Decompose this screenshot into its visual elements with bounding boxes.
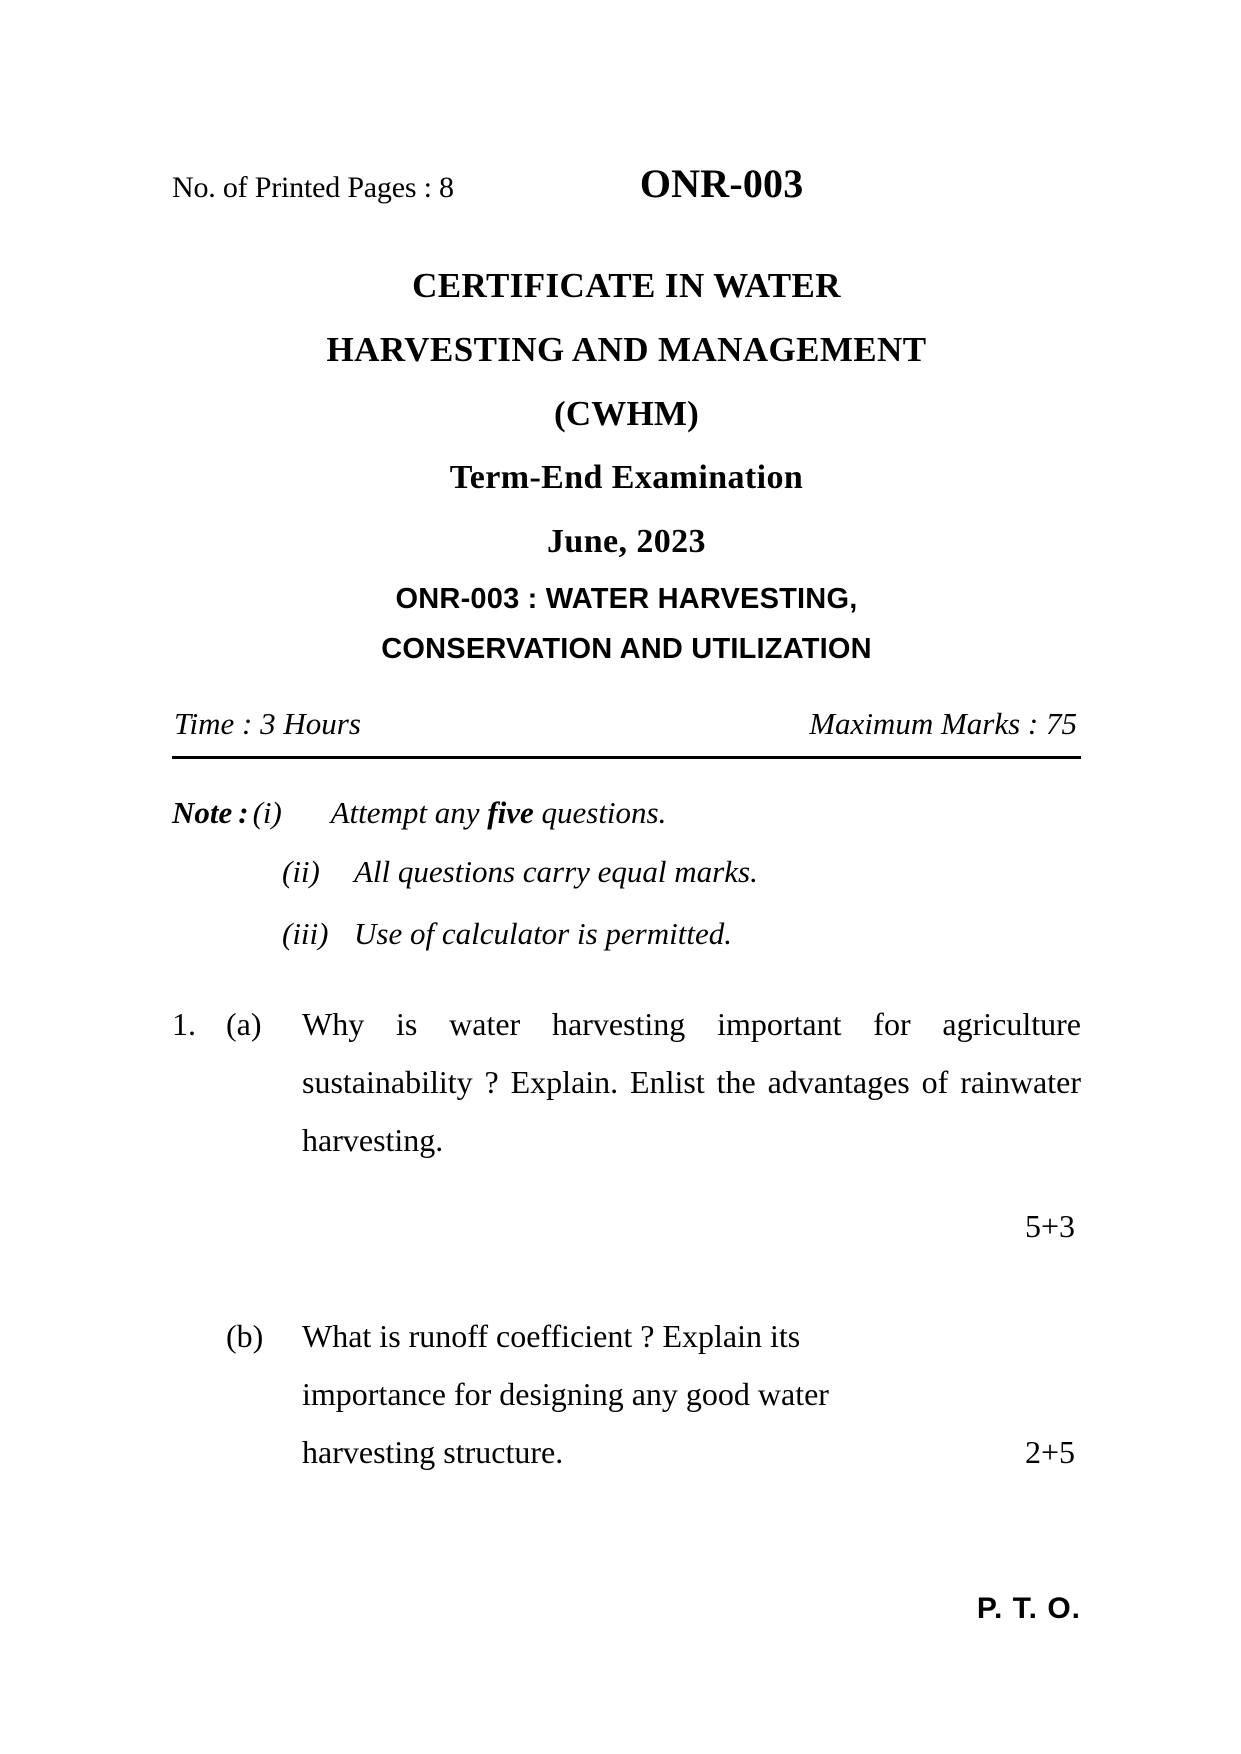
question-1a-letter: (a) xyxy=(226,1006,262,1042)
questions-list xyxy=(172,995,1081,1481)
horizontal-divider xyxy=(172,756,1081,759)
note-colon: : xyxy=(238,795,249,830)
exam-duration: Time : 3 Hours xyxy=(174,706,361,741)
note-item-iii xyxy=(172,903,1081,965)
question-1b-line-1: What is runoff coefficient ? Explain its xyxy=(302,1318,801,1354)
question-1b-line-2: importance for designing any good water xyxy=(302,1376,829,1412)
paper-code: ONR-003 xyxy=(639,161,804,206)
note-text-i xyxy=(331,785,1081,841)
note-text-i-emphasis: five xyxy=(487,795,534,830)
programme-title-line-1: CERTIFICATE IN WATER xyxy=(412,266,841,305)
question-1-number: 1. xyxy=(172,1006,196,1042)
note-item-ii xyxy=(172,841,1081,903)
note-text-ii: All questions carry equal marks. xyxy=(354,854,758,889)
programme-abbreviation: (CWHM) xyxy=(553,394,700,433)
question-1-part-b xyxy=(172,1307,1081,1481)
exam-maximum-marks: Maximum Marks : 75 xyxy=(809,706,1077,741)
question-1a-text: Why is water harvesting important for agriculture sustainability ? Explain. Enlist the advantages of rainwater harvesting. xyxy=(302,1006,1081,1158)
question-1b-line-3: harvesting structure. xyxy=(302,1434,564,1470)
note-roman-iii: (iii) xyxy=(282,916,329,951)
note-roman-ii: (ii) xyxy=(282,854,320,889)
examination-session: June, 2023 xyxy=(547,523,706,560)
question-1-part-b-block xyxy=(172,1307,1081,1481)
examination-type: Term-End Examination xyxy=(449,459,804,496)
title-block xyxy=(172,254,1081,674)
question-1b-last-line-row xyxy=(302,1423,1081,1481)
subject-title-line-1: ONR-003 : WATER HARVESTING, xyxy=(395,583,858,615)
question-1a-marks: 5+3 xyxy=(1024,1208,1075,1244)
note-text-i-after: questions. xyxy=(533,795,667,830)
exam-info-row xyxy=(172,706,1081,742)
note-text-iii: Use of calculator is permitted. xyxy=(354,916,732,951)
subject-title-line-2: CONSERVATION AND UTILIZATION xyxy=(381,633,872,665)
question-1b-letter: (b) xyxy=(226,1318,264,1354)
note-text-i-before: Attempt any xyxy=(330,795,488,830)
printed-pages-label: No. of Printed Pages : 8 xyxy=(172,171,454,204)
question-1-part-a xyxy=(172,995,1081,1169)
question-1 xyxy=(172,995,1081,1255)
question-1b-text xyxy=(302,1307,1081,1481)
question-1b-marks: 2+5 xyxy=(1024,1434,1075,1470)
note-label: Note xyxy=(172,795,233,830)
page-turn-over-label: P. T. O. xyxy=(976,1592,1081,1625)
page-header xyxy=(172,160,1081,218)
note-item-i xyxy=(172,785,1081,841)
programme-title-line-2: HARVESTING AND MANAGEMENT xyxy=(326,330,927,369)
note-roman-i: (i) xyxy=(252,795,282,830)
note-block xyxy=(172,785,1081,965)
